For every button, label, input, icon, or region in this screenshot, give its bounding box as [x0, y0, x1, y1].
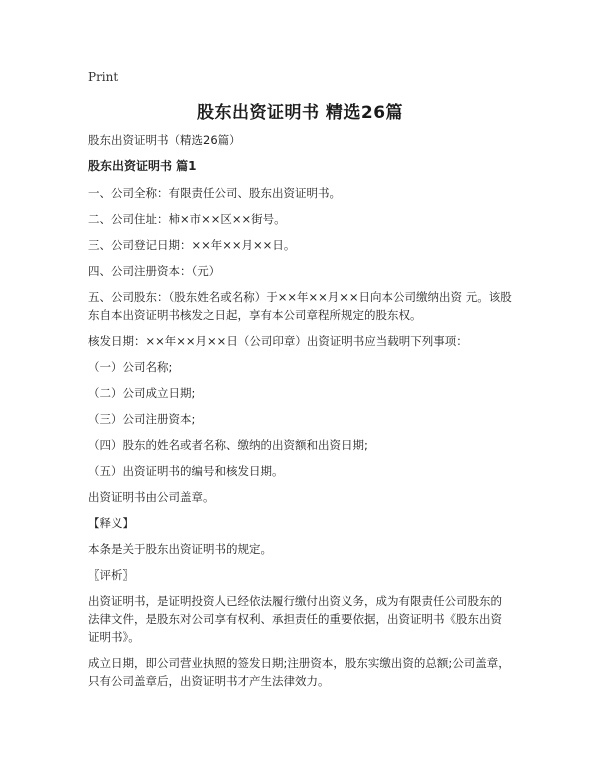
list-item: （二）公司成立日期;: [88, 386, 196, 400]
section-label: 【释义】: [88, 516, 134, 530]
list-item: （一）公司名称;: [88, 360, 173, 374]
paragraph: 出资证明书由公司盖章。: [88, 490, 215, 504]
document-title: 股东出资证明书 精选26篇: [196, 103, 404, 123]
paragraph: 本条是关于股东出资证明书的规定。: [88, 542, 272, 556]
paragraph: 四、公司注册资本：（元）: [88, 264, 221, 278]
subtitle-paragraph: 股东出资证明书（精选26篇）: [88, 133, 241, 147]
document-body: [88, 131, 512, 698]
section-heading: 股东出资证明书 篇1: [88, 159, 197, 173]
paragraph: 出资证明书，是证明投资人已经依法履行缴付出资义务，成为有限责任公司股东的法律文件，是股东对公司享有权利、承担责任的重要依据，出资证明书《股东出资证明书》。: [88, 594, 502, 644]
list-item: （五）出资证明书的编号和核发日期。: [88, 464, 284, 478]
paragraph: 一、公司全称：有限责任公司、股东出资证明书。: [88, 186, 341, 200]
list-item: （三）公司注册资本;: [88, 412, 196, 426]
section-label: 〖评析〗: [88, 568, 134, 582]
print-link[interactable]: Print: [88, 70, 119, 84]
list-item: （四）股东的姓名或者名称、缴纳的出资额和出资日期;: [88, 438, 368, 452]
paragraph: 成立日期，即公司营业执照的签发日期;注册资本，股东实缴出资的总额;公司盖章，只有公司盖章后，出资证明书才产生法律效力。: [88, 656, 510, 688]
paragraph: 三、公司登记日期：××年××月××日。: [88, 238, 296, 252]
paragraph: 二、公司住址：柿×市××区××街号。: [88, 212, 286, 226]
paragraph: 五、公司股东：（股东姓名或名称）于××年××月××日向本公司缴纳出资 元。该股东自本出资证明书核发之日起，享有本公司章程所规定的股东权。: [88, 290, 512, 322]
paragraph: 核发日期：××年××月××日（公司印章）出资证明书应当载明下列事项：: [88, 334, 468, 348]
